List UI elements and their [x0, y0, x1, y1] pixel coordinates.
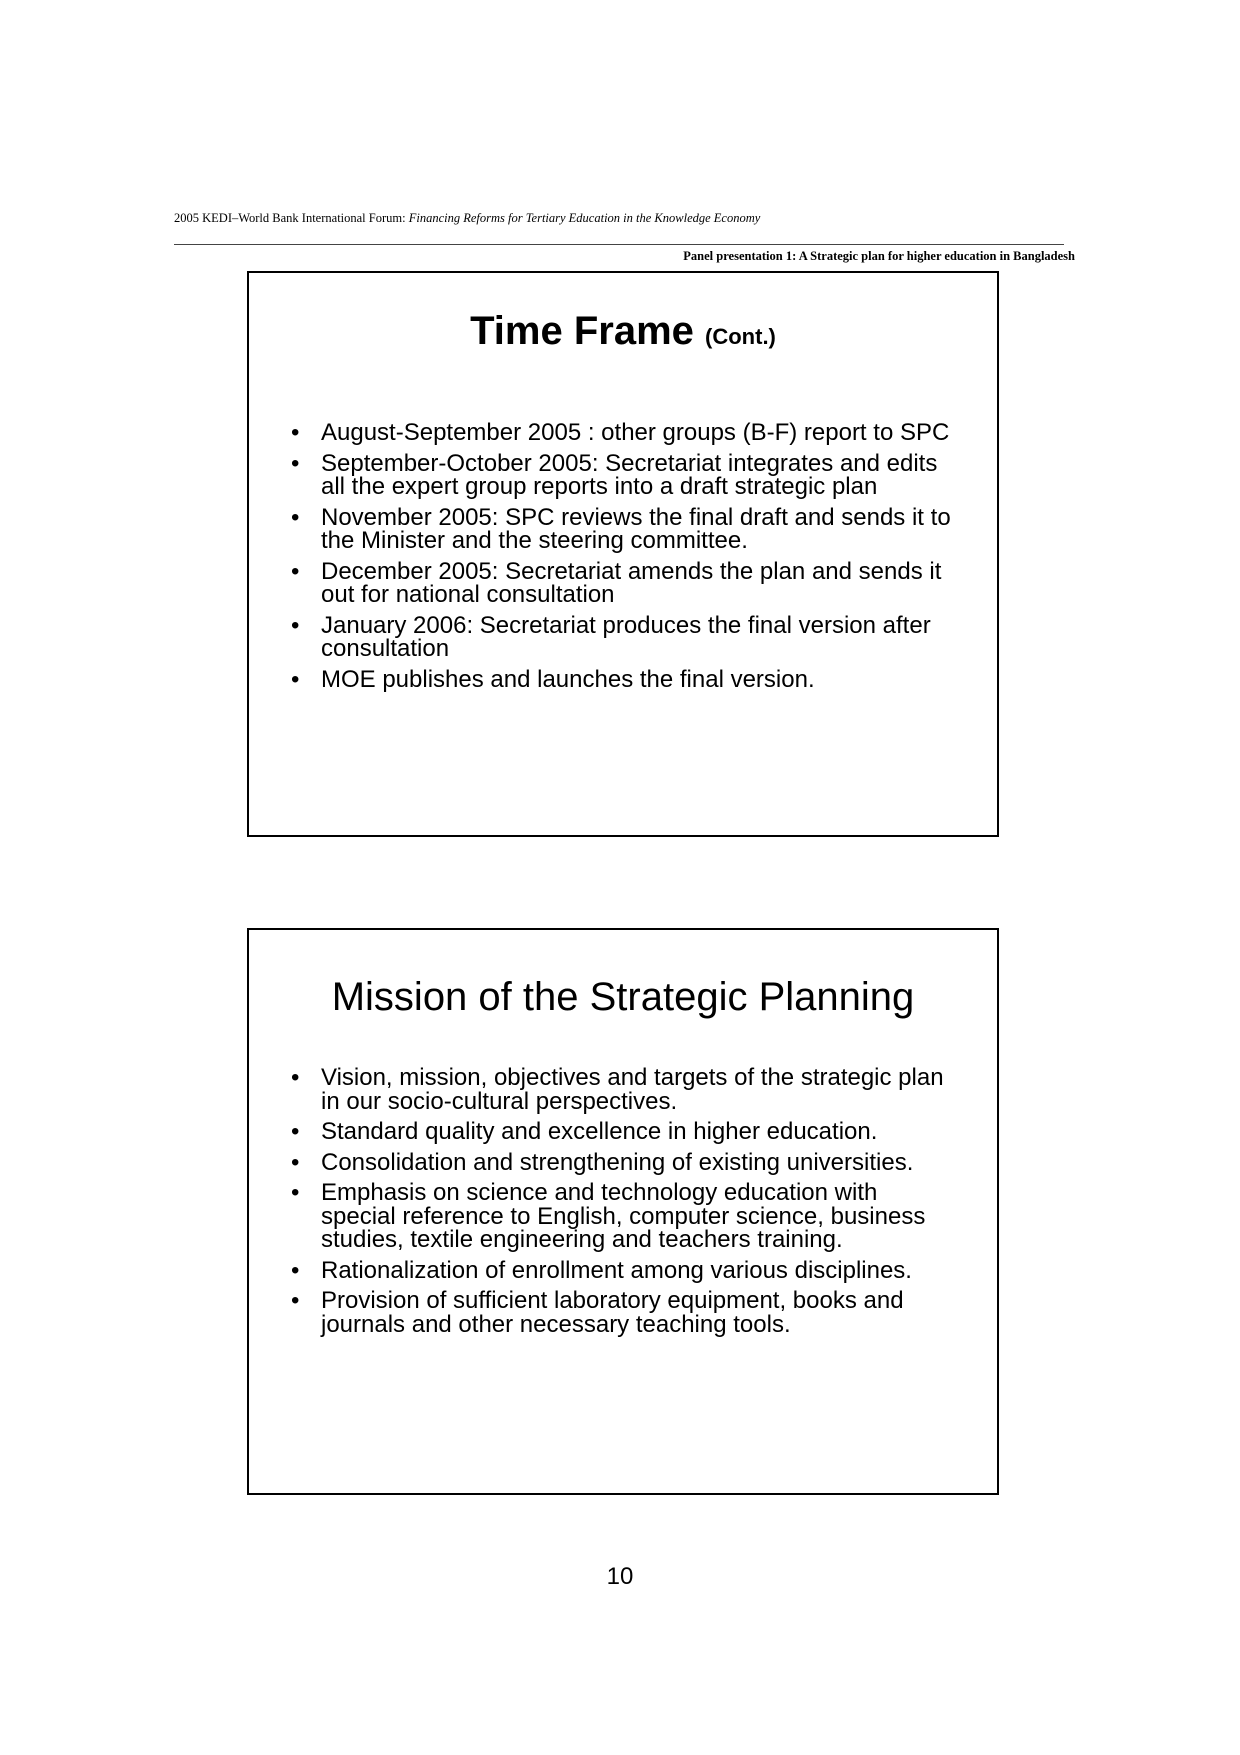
slide-title [249, 309, 997, 354]
forum-subtitle: Financing Reforms for Tertiary Education in the Knowledge Economy [408, 211, 761, 225]
bullet-list [289, 421, 957, 698]
panel-title: Panel presentation 1: A Strategic plan for higher education in Bangladesh [683, 249, 1075, 263]
list-item: • November 2005: SPC reviews the final draft and sends it to the Minister and the steering committee. [289, 506, 957, 553]
bullet-list [289, 1066, 957, 1343]
list-item: • September-October 2005: Secretariat integrates and edits all the expert group reports into a draft strategic plan [289, 452, 957, 499]
title-text: Time Frame [470, 309, 694, 353]
list-item: • Provision of sufficient laboratory equipment, books and journals and other necessary teaching tools. [289, 1289, 957, 1336]
forum-name: 2005 KEDI–World Bank International Forum: [174, 211, 406, 225]
slide-mission [247, 928, 999, 1495]
title-suffix: (Cont.) [705, 324, 776, 349]
slide-title: Mission of the Strategic Planning [331, 975, 915, 1019]
list-item: • December 2005: Secretariat amends the plan and sends it out for national consultation [289, 560, 957, 607]
list-item: • MOE publishes and launches the final version. [289, 668, 957, 692]
list-item: • Emphasis on science and technology education with special reference to English, computer science, business studies, textile engineering and teachers training. [289, 1181, 957, 1252]
list-item: • Rationalization of enrollment among various disciplines. [289, 1259, 957, 1283]
list-item: • Consolidation and strengthening of existing universities. [289, 1151, 957, 1175]
list-item: • January 2006: Secretariat produces the final version after consultation [289, 614, 957, 661]
list-item: • Vision, mission, objectives and targets of the strategic plan in our socio-cultural perspectives. [289, 1066, 957, 1113]
running-header [174, 211, 760, 226]
page-number: 10 [606, 1563, 634, 1590]
header-rule [174, 244, 1064, 245]
list-item: • August-September 2005 : other groups (B-F) report to SPC [289, 421, 957, 445]
list-item: • Standard quality and excellence in higher education. [289, 1120, 957, 1144]
slide-time-frame [247, 271, 999, 837]
